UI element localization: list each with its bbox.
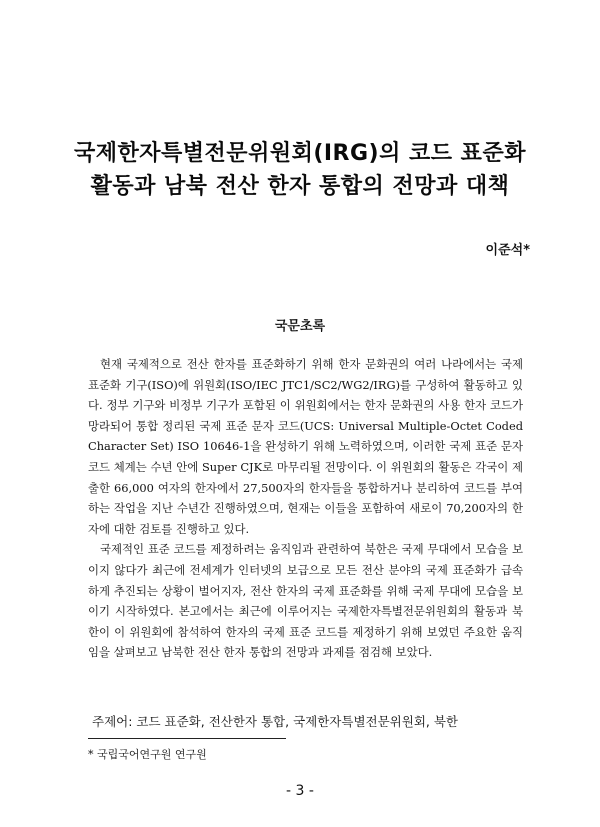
author-name: 이준석* [485,243,530,258]
footnote-divider [88,738,286,739]
page-number: - 3 - [286,783,314,799]
paper-title [40,137,560,203]
abstract-paragraph-1: 현재 국제적으로 전산 한자를 표준화하기 위해 한자 문화권의 여러 나라에서는 국제 표준화 기구(ISO)에 위원회(ISO/IEC JTC1/SC2/WG2/IRG)를 구성하여 활동하고 있다. 정부 기구와 비정부 기구가 포함된 이 위원회에서는 한자 문화권의 사용 한자 코드가 망라되어 통합 정리된 국제 표준 문자 코드(UCS: Universal Multiple-Octet Coded Character Set) ISO 10646-1을 완성하기 위해 노력하였으며, 이러한 국제 표준 문자 코드 체계는 수년 안에 Super CJK로 마무리될 전망이다. 이 위원회의 활동은 각국이 제출한 66,000 여자의 한자에서 27,500자의 한자들을 통합하거나 분리하여 코드를 부여하는 작업을 지난 수년간 진행하였으며, 현재는 이들을 포함하여 새로이 70,200자의 한자에 대한 검토를 진행하고 있다. [88,357,523,536]
abstract-heading: 국문초록 [274,319,326,334]
author-footnote: * 국립국어연구원 연구원 [88,748,207,761]
title-line-2: 활동과 남북 전산 한자 통합의 전망과 대책 [90,174,510,199]
abstract-body [88,354,523,663]
keywords-line: 주제어: 코드 표준화, 전산한자 통합, 국제한자특별전문위원회, 북한 [92,714,458,729]
abstract-paragraph-2: 국제적인 표준 코드를 제정하려는 움직임과 관련하여 북한은 국제 무대에서 모습을 보이지 않다가 최근에 전세계가 인터넷의 보급으로 모든 전산 분야의 국제 표준화가 급속하게 추진되는 상황이 벌어지자, 전산 한자의 국제 표준화를 위해 국제 무대에 모습을 보이기 시작하였다. 본고에서는 최근에 이루어지는 국제한자특별전문위원회의 활동과 북한이 이 위원회에 참석하여 한자의 국제 표준 코드를 제정하기 위해 보였던 주요한 움직임을 살펴보고 남북한 전산 한자 통합의 전망과 과제를 점검해 보았다. [88,542,523,660]
title-line-1: 국제한자특별전문위원회(IRG)의 코드 표준화 [74,141,526,166]
